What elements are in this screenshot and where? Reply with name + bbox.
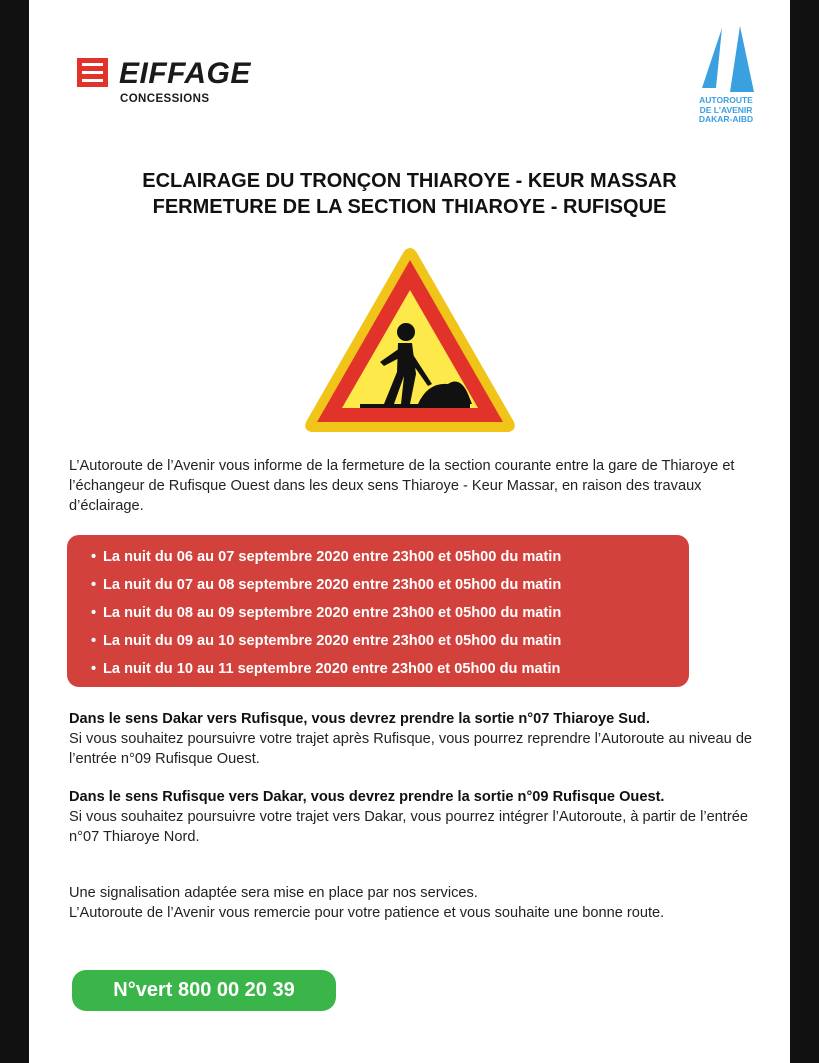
schedule-item — [91, 543, 689, 571]
schedule-item-text: La nuit du 09 au 10 septembre 2020 entre 23h00 et 05h00 du matin — [103, 633, 562, 649]
eiffage-name: EIFFAGE — [119, 57, 251, 90]
autoroute-logo-line: DE L'AVENIR — [699, 104, 753, 115]
roadworks-warning-icon — [300, 244, 520, 436]
eiffage-logo-mark-icon — [77, 55, 111, 89]
closing-line-1: Une signalisation adaptée sera mise en place par nos services. — [69, 885, 478, 901]
green-number-badge: N°vert 800 00 20 39 — [72, 970, 336, 1011]
screen-edge-left — [0, 0, 29, 1063]
bullet: • — [91, 549, 97, 565]
autoroute-logo-mark-icon — [696, 26, 756, 94]
schedule-item-text: La nuit du 07 au 08 septembre 2020 entre 23h00 et 05h00 du matin — [103, 577, 562, 593]
direction-dakar-rufisque — [69, 709, 759, 769]
screen-edge-right — [790, 0, 819, 1063]
direction-heading: Dans le sens Rufisque vers Dakar, vous devrez prendre la sortie n°09 Rufisque Ouest. — [69, 789, 665, 805]
bullet: • — [91, 661, 97, 677]
direction-rufisque-dakar — [69, 787, 759, 847]
intro-paragraph: L’Autoroute de l’Avenir vous informe de la fermeture de la section courante entre la gare de Thiaroye et l’échangeur de Rufisque Ouest dans les deux sens Thiaroye - Keur Massar, en raison des travaux d’éclairage. — [69, 458, 735, 514]
autoroute-logo-line: AUTOROUTE — [699, 95, 753, 105]
schedule-item — [91, 571, 689, 599]
bullet: • — [91, 577, 97, 593]
schedule-item — [91, 599, 689, 627]
closing-paragraph — [69, 883, 759, 923]
direction-text: Si vous souhaitez poursuivre votre trajet après Rufisque, vous pourrez reprendre l’Autoroute au niveau de l’entrée n°09 Rufisque Ouest. — [69, 731, 753, 767]
direction-heading: Dans le sens Dakar vers Rufisque, vous devrez prendre la sortie n°07 Thiaroye Sud. — [69, 711, 650, 727]
schedule-box — [67, 535, 689, 687]
notice-title — [29, 168, 790, 220]
autoroute-logo-text — [691, 96, 761, 125]
direction-text: Si vous souhaitez poursuivre votre trajet vers Dakar, vous pourrez intégrer l’Autoroute, à partir de l’entrée n°07 Thiaroye Nord. — [69, 809, 748, 845]
bullet: • — [91, 605, 97, 621]
autoroute-logo — [691, 26, 761, 130]
title-line-2: FERMETURE DE LA SECTION THIAROYE - RUFISQUE — [152, 196, 667, 218]
title-line-1: ECLAIRAGE DU TRONÇON THIAROYE - KEUR MASSAR — [142, 170, 677, 192]
schedule-item — [91, 655, 689, 683]
autoroute-logo-line: DAKAR-AIBD — [698, 114, 754, 124]
eiffage-subtitle: CONCESSIONS — [120, 93, 210, 105]
schedule-item — [91, 627, 689, 655]
notice-page — [29, 0, 790, 1063]
closing-line-2: L’Autoroute de l’Avenir vous remercie pour votre patience et vous souhaite une bonne route. — [69, 905, 665, 921]
bullet: • — [91, 633, 97, 649]
schedule-item-text: La nuit du 10 au 11 septembre 2020 entre 23h00 et 05h00 du matin — [103, 661, 561, 677]
schedule-item-text: La nuit du 08 au 09 septembre 2020 entre 23h00 et 05h00 du matin — [103, 605, 562, 621]
schedule-item-text: La nuit du 06 au 07 septembre 2020 entre 23h00 et 05h00 du matin — [103, 549, 562, 565]
